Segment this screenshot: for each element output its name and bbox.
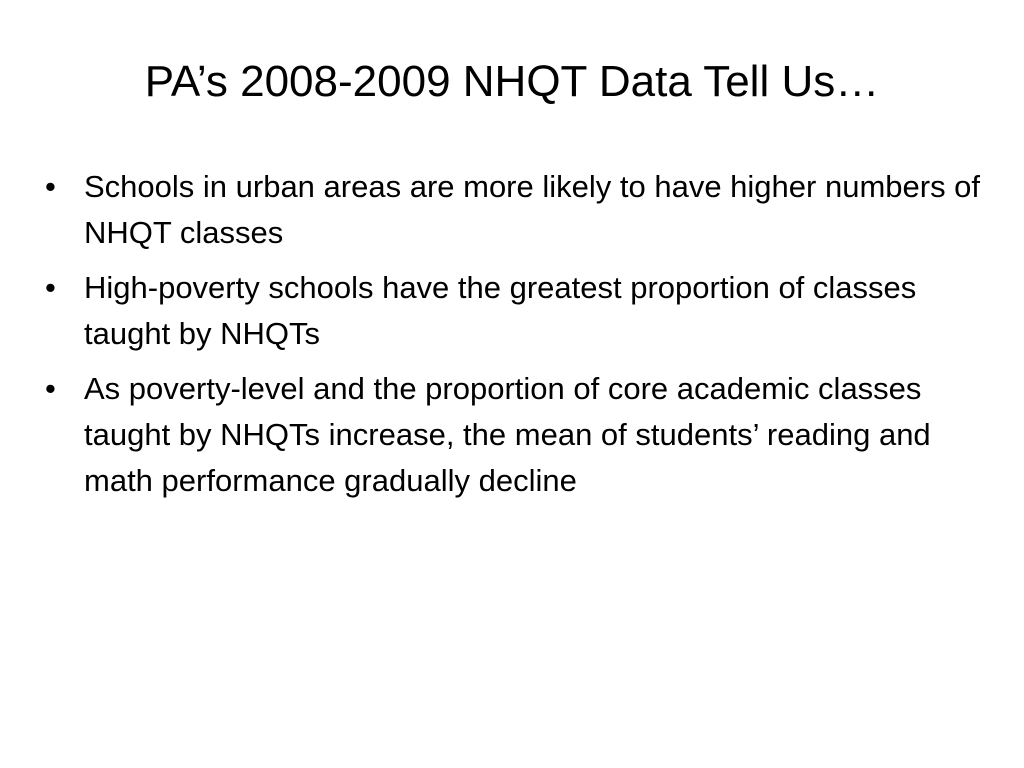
bullet-dot-icon: • (45, 371, 56, 406)
bullet-item-performance-decline (45, 366, 985, 504)
bullet-item-high-poverty (45, 265, 985, 357)
bullet-text: High-poverty schools have the greatest proportion of classes taught by NHQTs (84, 270, 917, 351)
slide-title: PA’s 2008-2009 NHQT Data Tell Us… (144, 57, 880, 106)
bullet-item-urban-schools (45, 164, 985, 256)
bullet-list (45, 164, 985, 513)
bullet-text: As poverty-level and the proportion of core academic classes taught by NHQTs increase, the mean of students’ reading and math performance gradually decline (84, 371, 931, 498)
bullet-text: Schools in urban areas are more likely to have higher numbers of NHQT classes (84, 169, 981, 250)
bullet-dot-icon: • (45, 270, 56, 305)
bullet-dot-icon: • (45, 169, 56, 204)
